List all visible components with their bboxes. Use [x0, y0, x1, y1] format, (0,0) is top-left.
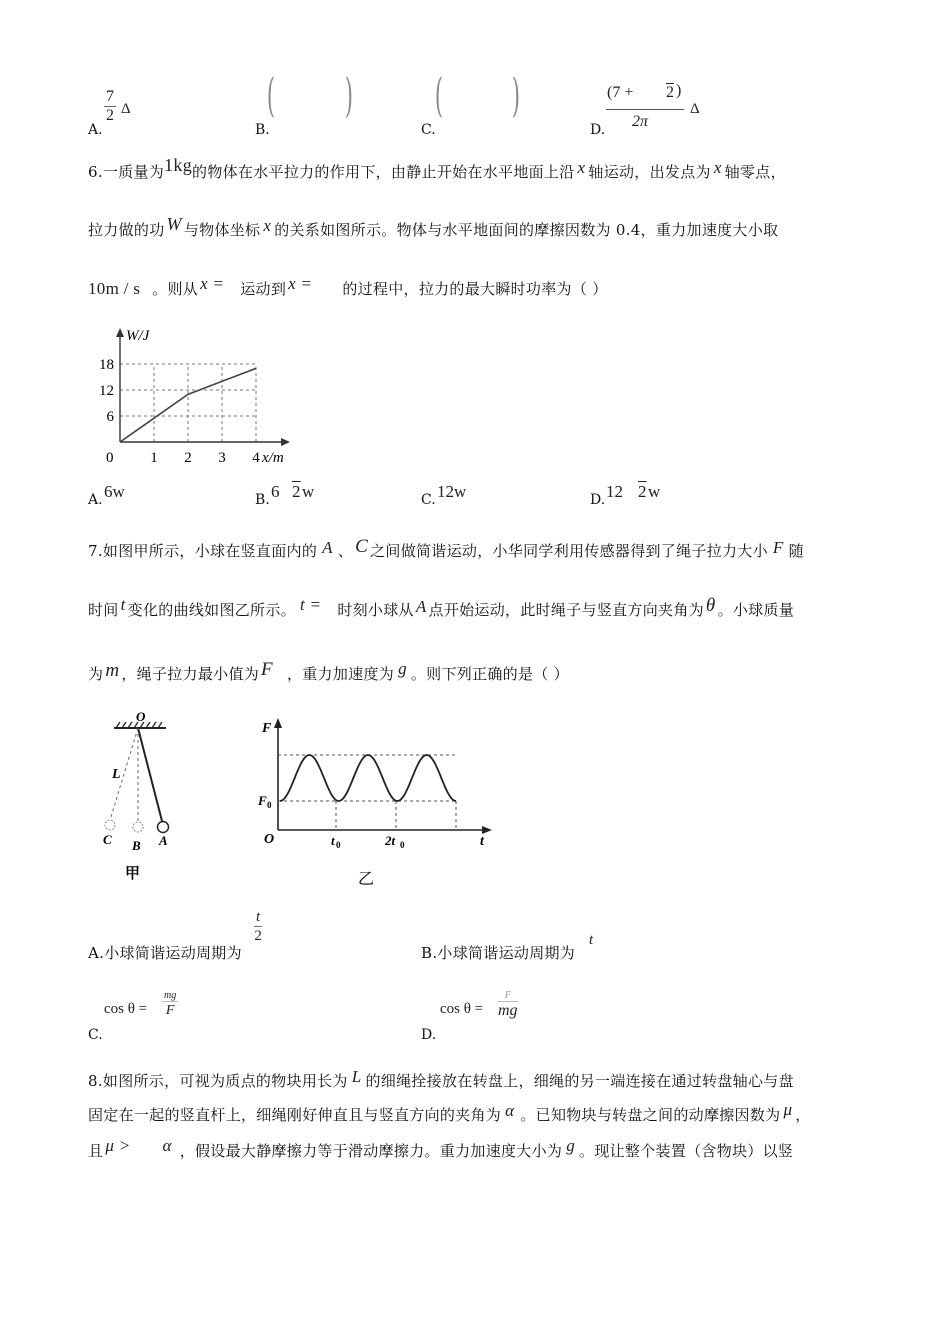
label-a: A [159, 833, 168, 848]
q6-line-1 [88, 155, 786, 182]
label-2t0: 2t [385, 833, 396, 848]
q6-option-b-radicand: 2 [292, 482, 301, 501]
q7-var-a: A [322, 538, 333, 557]
q5-a-numerator: 7 [106, 88, 114, 105]
q6-var-x: x [263, 216, 272, 235]
q6-option-a-value: 6w [104, 482, 125, 501]
q7-text: 、 [337, 542, 354, 560]
q7-c-denominator: F [165, 1003, 175, 1018]
q6-option-b-label: B. [255, 492, 270, 508]
q7-text: 。小球质量 [717, 601, 795, 619]
q5-d-fraction-bar [606, 109, 684, 110]
q7-option-d-fraction [498, 990, 518, 1020]
q6-var-w: W [166, 214, 182, 234]
q6-w-x-chart [85, 322, 305, 472]
label-f0-sub: 0 [267, 800, 272, 810]
q6-var-x: x [577, 158, 586, 177]
f-axis-arrow [274, 718, 282, 728]
q7-text: 时刻小球从 [337, 601, 414, 619]
q6-text: 的关系如图所示。物体与水平地面间的摩擦因数为 0.4，重力加速度大小取 [274, 221, 779, 239]
q8-text: 。已知物块与转盘之间的动摩擦因数为 [520, 1106, 781, 1124]
q7-text: 变化的曲线如图乙所示。 [127, 601, 296, 619]
q7-text: ，重力加速度为 [286, 665, 395, 683]
q6-text: 轴零点， [724, 163, 786, 181]
q7-var-f: F [772, 538, 784, 557]
q7-line-2 [88, 595, 795, 621]
q8-var-l: L [351, 1067, 362, 1086]
t-axis-arrow [482, 826, 492, 834]
chart-axes [116, 328, 290, 446]
q8-var-g: g [566, 1136, 576, 1155]
q6-option-a-label: A. [88, 492, 103, 508]
ball-c [105, 820, 115, 830]
y-axis-label: W/J [126, 328, 150, 344]
q7-a-denominator: 2 [254, 928, 262, 944]
q6-text: 的过程中，拉力的最大瞬时功率为（ ） [342, 280, 608, 298]
q8-text: 固定在一起的竖直杆上，细绳刚好伸直且与竖直方向的夹角为 [88, 1106, 502, 1124]
label-t0-sub: 0 [336, 840, 341, 850]
q7-d-denominator: mg [498, 1002, 518, 1019]
q6-g-value: 10m / s [88, 279, 141, 298]
q8-text: ，假设最大静摩擦力等于滑动摩擦力。重力加速度大小为 [179, 1142, 563, 1160]
q6-text: 运动到 [240, 280, 287, 298]
q7-figure-yi [258, 712, 498, 890]
q8-text: 8.如图所示，可视为质点的物块用长为 [88, 1072, 348, 1090]
label-2t0-sub: 0 [400, 840, 405, 850]
q8-var-alpha: α [505, 1101, 515, 1120]
x-axis-label: x/m [262, 450, 284, 466]
q5-option-c-label: C. [421, 122, 436, 138]
label-b: B [132, 838, 141, 853]
q8-line-3 [88, 1136, 794, 1161]
q6-text: 6.一质量为 [88, 163, 165, 181]
q6-var-x: x [713, 158, 722, 177]
q7-option-a: A.小球简谐运动周期为 [88, 944, 242, 962]
q7-option-c-fraction [162, 990, 178, 1020]
q7-text: 时间 [88, 601, 119, 619]
q7-line-3 [88, 659, 569, 685]
label-t0: t [331, 833, 335, 848]
q7-t-eq: t = [299, 595, 322, 614]
x-tick-4: 4 [252, 450, 260, 466]
label-c: C [103, 832, 112, 847]
label-origin: O [264, 832, 275, 847]
q8-text: 的细绳拴接放在转盘上，细绳的另一端连接在通过转盘轴心与盘 [365, 1072, 794, 1090]
q6-mass: 1kg [164, 155, 193, 175]
q5-c-paren-left: ( [434, 68, 444, 122]
label-l: L [112, 767, 121, 782]
y-axis-arrow [116, 328, 124, 337]
q7-text: ，绳子拉力最小值为 [121, 665, 260, 683]
q5-b-paren-left: ( [266, 68, 276, 122]
ball-b [133, 822, 143, 832]
q7-line-1 [88, 536, 804, 562]
q8-text: 。现让整个装置（含物块）以竖 [579, 1142, 794, 1160]
q5-c-paren-right: ) [511, 68, 521, 122]
q7-option-c-expr: cos θ = [104, 1001, 148, 1017]
q8-var-mu: μ [783, 1100, 793, 1119]
q6-x-to: x = [288, 274, 313, 293]
q5-d-num-left: (7 + [607, 84, 634, 101]
q6-line-3 [88, 274, 608, 299]
q7-var-t: t [120, 595, 126, 614]
q6-option-c-label: C. [421, 492, 436, 508]
q6-text: 轴运动，出发点为 [588, 163, 711, 181]
q5-d-num-radicand: 2 [666, 84, 674, 101]
label-o: O [136, 709, 146, 724]
q7-text: 点开始运动，此时绳子与竖直方向夹角为 [428, 601, 704, 619]
q6-option-d-radicand: 2 [638, 482, 647, 501]
x-tick-3: 3 [218, 450, 226, 466]
label-f0: F [258, 793, 267, 808]
q7-var-c: C [355, 536, 369, 557]
q7-var-f0: F [261, 659, 273, 680]
q5-a-delta: Δ [121, 101, 131, 117]
q6-text: 拉力做的功 [88, 221, 165, 239]
q5-d-denominator: 2π [632, 113, 649, 130]
q5-option-a-fraction [104, 88, 116, 125]
q7-a-numerator: t [256, 909, 261, 925]
y-tick-12: 12 [99, 383, 114, 399]
q5-option-b-label: B. [255, 122, 270, 138]
q6-line-2 [88, 214, 779, 240]
q5-option-d-label: D. [590, 122, 606, 138]
y-tick-18: 18 [99, 357, 114, 373]
f-t-curve [280, 755, 456, 801]
q7-option-c-label: C. [88, 1027, 103, 1043]
q7-option-b: B.小球简谐运动周期为 [421, 944, 576, 962]
q6-option-c-value: 12w [437, 482, 467, 501]
q8-var-alpha: α [162, 1136, 172, 1155]
q8-text: 且 [88, 1142, 104, 1160]
q8-text: ， [795, 1106, 811, 1124]
q7-text: 随 [788, 542, 804, 560]
q5-a-denominator: 2 [106, 107, 114, 124]
q6-option-d-unit: w [648, 482, 661, 501]
q7-d-numerator: F [498, 990, 518, 1002]
origin-label: 0 [106, 450, 114, 466]
q7-c-numerator: mg [164, 990, 177, 1001]
x-tick-2: 2 [184, 450, 192, 466]
q6-x-from: x = [200, 274, 225, 293]
x-axis-arrow [281, 438, 290, 446]
q6-text: 。则从 [152, 280, 199, 298]
q7-text: 7.如图甲所示，小球在竖直面内的 [88, 542, 318, 560]
q7-option-d-label: D. [421, 1027, 437, 1043]
label-t: t [480, 834, 484, 849]
x-tick-1: 1 [150, 450, 158, 466]
q6-option-d-label: D. [590, 492, 606, 508]
q6-option-d-value: 12 [606, 482, 623, 501]
q6-option-b-unit: w [302, 482, 315, 501]
q6-option-b-value: 6 [271, 482, 280, 501]
q5-b-paren-right: ) [344, 68, 354, 122]
q7-var-theta: θ [705, 595, 716, 616]
q7-option-a-fraction [254, 908, 262, 945]
pendulum-string [138, 728, 162, 821]
caption-jia: 甲 [125, 864, 141, 882]
q6-text: 与物体坐标 [183, 221, 261, 239]
q7-text: 为 [88, 665, 104, 683]
q5-d-delta: Δ [690, 101, 700, 117]
q6-text: 的物体在水平拉力的作用下，由静止开始在水平地面上沿 [192, 163, 575, 181]
q7-var-a: A [415, 597, 427, 616]
q7-text: 之间做简谐运动，小华同学利用传感器得到了绳子拉力大小 [370, 542, 768, 560]
caption-yi: 乙 [358, 869, 375, 888]
q5-d-paren: ) [676, 82, 682, 99]
q8-line-1 [88, 1067, 794, 1091]
q7-option-d-expr: cos θ = [440, 1001, 484, 1017]
q8-line-2 [88, 1100, 811, 1125]
q8-mu-gt: μ > [105, 1136, 131, 1155]
q7-text: 。则下列正确的是（ ） [410, 665, 569, 683]
label-f: F [262, 721, 272, 736]
q7-figure-jia [98, 708, 198, 888]
q5-option-a-label: A. [88, 122, 103, 138]
q7-var-m: m [105, 660, 120, 681]
q7-var-g: g [398, 659, 407, 678]
ball-a [158, 822, 169, 833]
q7-option-b-value: t [589, 932, 594, 948]
y-tick-6: 6 [106, 409, 114, 425]
